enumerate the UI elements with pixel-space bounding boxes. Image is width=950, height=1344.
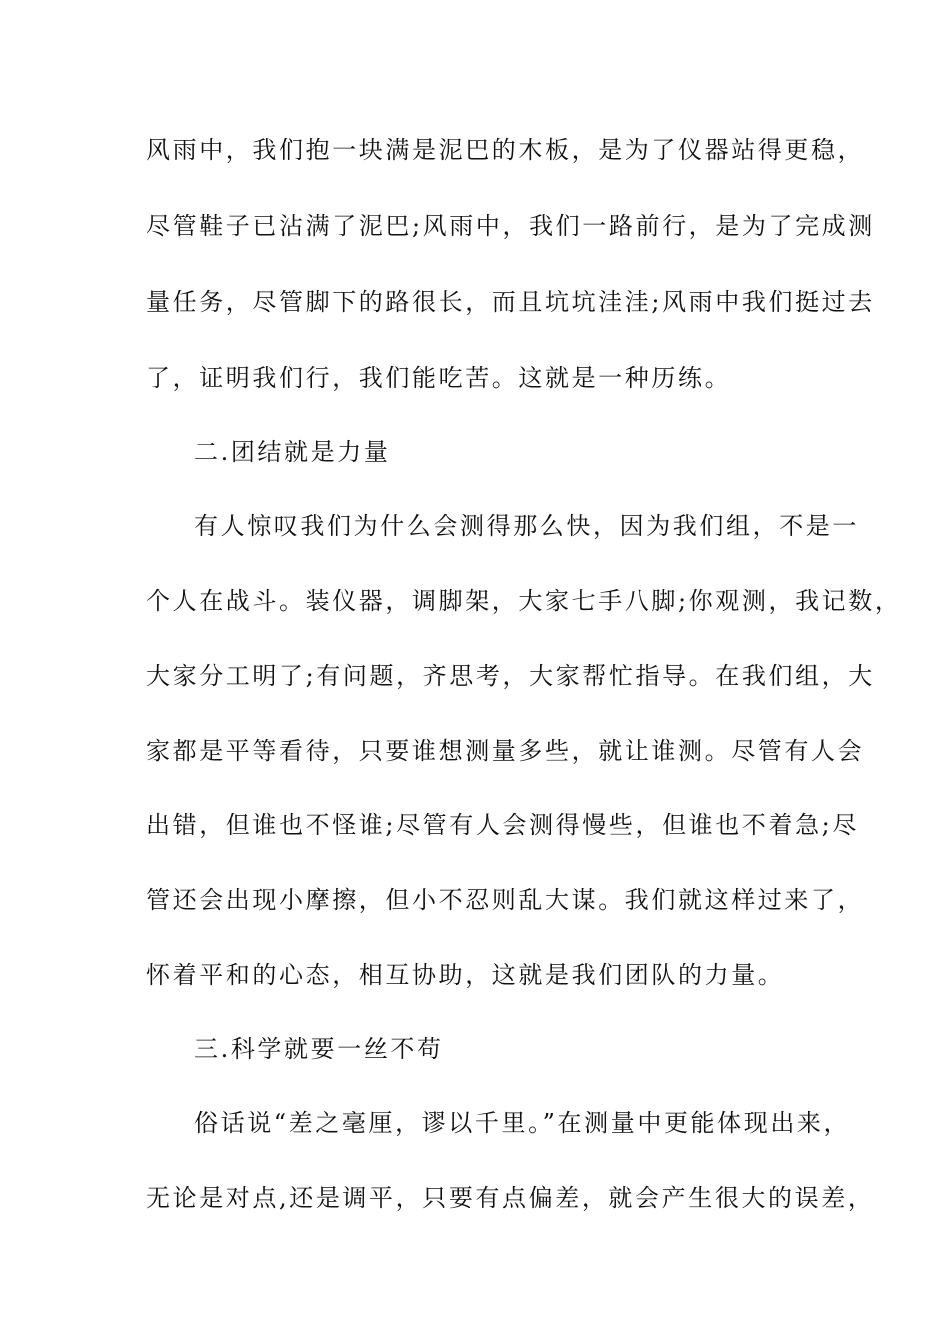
- paragraph-line: 俗话说“差之毫厘，谬以千里。”在测量中更能体现出来，: [194, 1109, 851, 1137]
- paragraph-line: 量任务，尽管脚下的路很长，而且坑坑洼洼;风雨中我们挺过去: [146, 288, 875, 316]
- section-heading: 二.团结就是力量: [194, 438, 391, 466]
- paragraph-line: 家都是平等看待，只要谁想测量多些，就让谁测。尽管有人会: [146, 737, 865, 765]
- paragraph-line: 无论是对点,还是调平，只要有点偏差，就会产生很大的误差，: [146, 1184, 875, 1212]
- paragraph-line: 尽管鞋子已沾满了泥巴;风雨中，我们一路前行，是为了完成测: [146, 212, 875, 240]
- paragraph-line: 风雨中，我们抱一块满是泥巴的木板，是为了仪器站得更稳，: [146, 136, 865, 164]
- section-heading: 三.科学就要一丝不苟: [194, 1035, 444, 1063]
- paragraph-line: 了，证明我们行，我们能吃苦。这就是一种历练。: [146, 364, 732, 392]
- paragraph-line: 个人在战斗。装仪器，调脚架，大家七手八脚;你观测，我记数，: [146, 587, 902, 615]
- paragraph-line: 有人惊叹我们为什么会测得那么快，因为我们组，不是一: [194, 512, 859, 540]
- paragraph-line: 怀着平和的心态，相互协助，这就是我们团队的力量。: [146, 961, 785, 989]
- paragraph-line: 出错，但谁也不怪谁;尽管有人会测得慢些，但谁也不着急;尽: [146, 811, 859, 839]
- paragraph-line: 大家分工明了;有问题，齐思考，大家帮忙指导。在我们组，大: [146, 662, 875, 690]
- paragraph-line: 管还会出现小摩擦，但小不忍则乱大谋。我们就这样过来了，: [146, 886, 865, 914]
